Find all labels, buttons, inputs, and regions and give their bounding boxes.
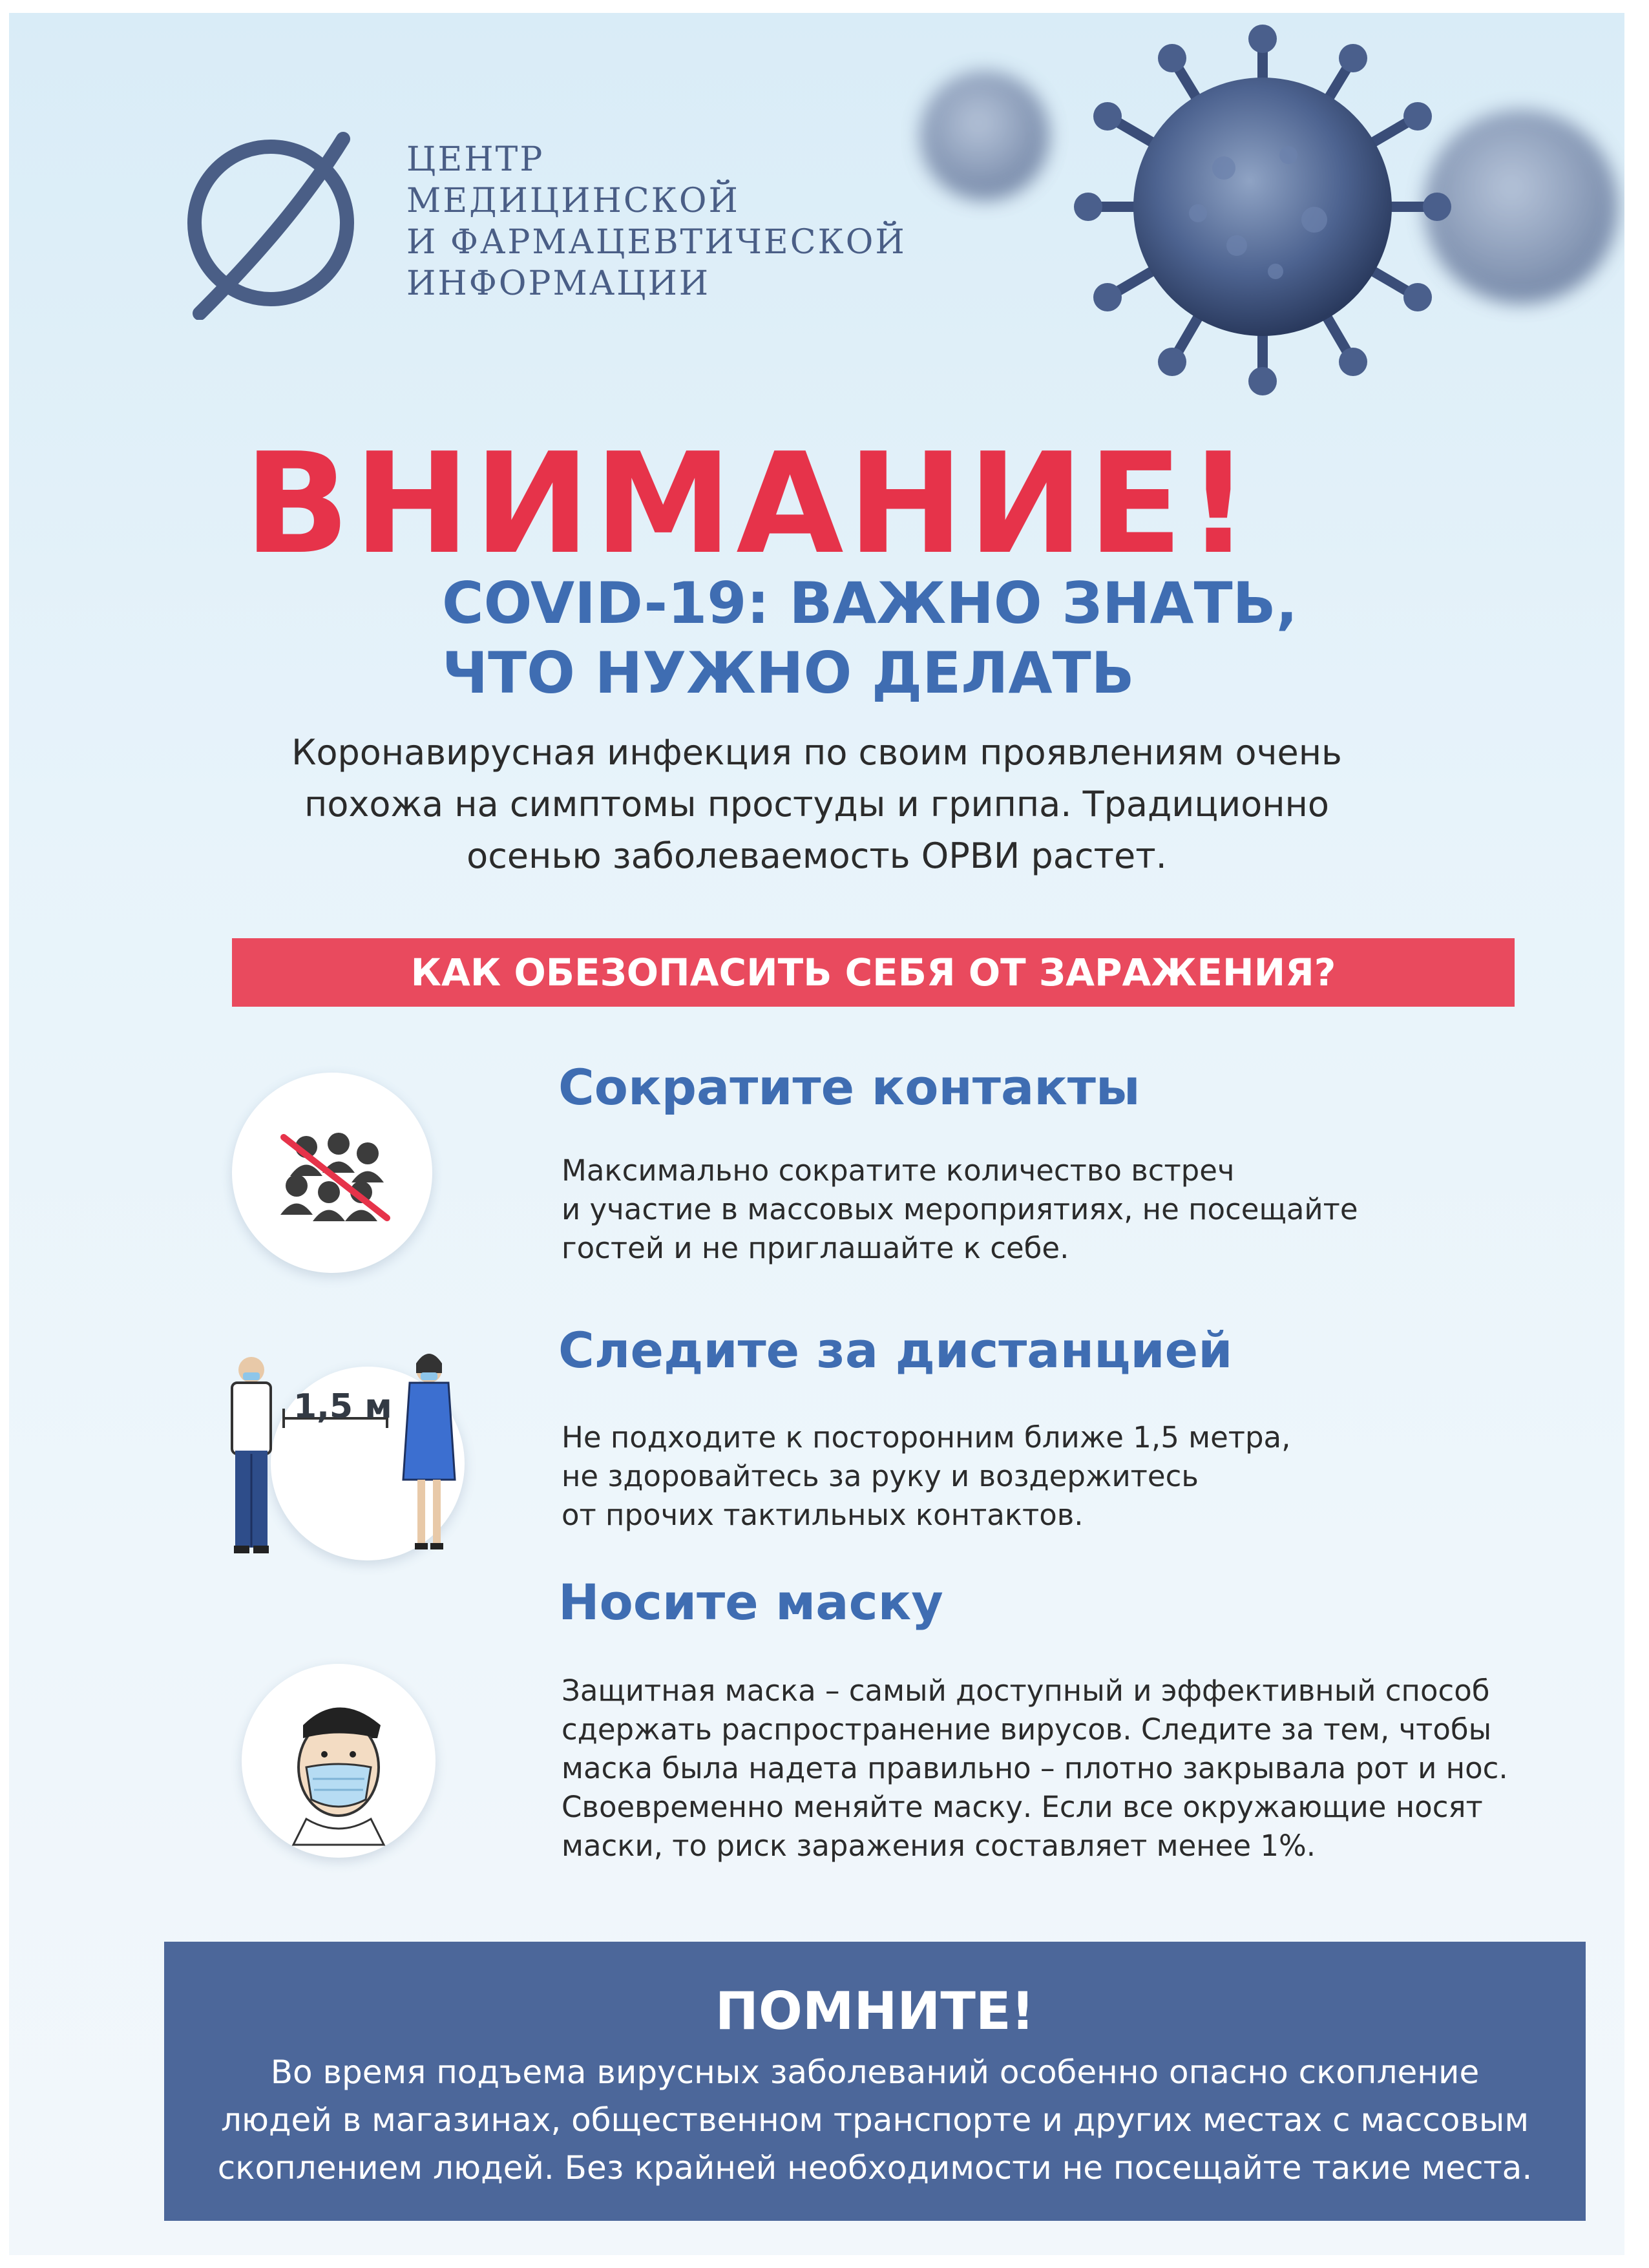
tip-line: гостей и не приглашайте к себе. <box>562 1231 1069 1265</box>
remember-title: ПОМНИТЕ! <box>715 1981 1035 2041</box>
org-name-line: ИНФОРМАЦИИ <box>406 264 711 303</box>
tip-line: от прочих тактильных контактов. <box>562 1498 1084 1532</box>
tip-line: и участие в массовых мероприятиях, не посещайте <box>562 1192 1358 1226</box>
tip-line: Максимально сократите количество встреч <box>562 1153 1235 1188</box>
mask-face-icon <box>242 1664 436 1858</box>
intro-text <box>203 727 1431 882</box>
intro-line: Коронавирусная инфекция по своим проявлениям очень <box>291 732 1342 773</box>
poster <box>9 13 1624 2255</box>
distance-label: 1,5 м <box>293 1387 392 1426</box>
subhead-line: COVID-19: ВАЖНО ЗНАТЬ, <box>442 570 1298 636</box>
tip-body-contacts <box>562 1151 1358 1268</box>
tip-line: не здоровайтесь за руку и воздержитесь <box>562 1459 1199 1493</box>
org-name-line: ЦЕНТР <box>406 140 545 179</box>
tip-line: сдержать распространение вирусов. Следите за тем, чтобы <box>562 1712 1492 1747</box>
org-name-line: МЕДИЦИНСКОЙ <box>406 182 740 220</box>
intro-line: осенью заболеваемость ОРВИ растет. <box>467 835 1167 876</box>
remember-line: людей в магазинах, общественном транспорте и других местах с массовым <box>220 2101 1529 2139</box>
logo-mark <box>174 126 368 320</box>
headline: ВНИМАНИЕ! <box>244 423 1254 585</box>
intro-line: похожа на симптомы простуды и гриппа. Традиционно <box>304 784 1329 824</box>
tip-title-contacts: Сократите контакты <box>558 1058 1140 1116</box>
tip-line: Защитная маска – самый доступный и эффективный способ <box>562 1674 1490 1708</box>
section-banner: КАК ОБЕЗОПАСИТЬ СЕБЯ ОТ ЗАРАЖЕНИЯ? <box>232 938 1515 1007</box>
tip-line: маски, то риск заражения составляет менее 1%. <box>562 1829 1316 1863</box>
distance-icon <box>222 1344 494 1590</box>
virus-illustration <box>901 13 1624 426</box>
remember-box <box>164 1942 1586 2221</box>
tip-line: маска была надета правильно – плотно закрывала рот и нос. <box>562 1751 1508 1785</box>
subhead <box>442 569 1411 708</box>
tip-line: Не подходите к посторонним ближе 1,5 метра, <box>562 1420 1291 1454</box>
tip-title-mask: Носите маску <box>558 1573 943 1631</box>
remember-body <box>164 2048 1586 2192</box>
no-crowd-icon <box>232 1073 432 1273</box>
org-name-line: И ФАРМАЦЕВТИЧЕСКОЙ <box>406 223 907 262</box>
tip-title-distance: Следите за дистанцией <box>558 1321 1233 1379</box>
remember-line: скоплением людей. Без крайней необходимости не посещайте такие места. <box>217 2149 1533 2187</box>
tip-body-distance <box>562 1418 1290 1535</box>
subhead-line: ЧТО НУЖНО ДЕЛАТЬ <box>442 640 1135 706</box>
remember-line: Во время подъема вирусных заболеваний особенно опасно скопление <box>270 2053 1480 2091</box>
tip-body-mask <box>562 1672 1508 1865</box>
tip-line: Своевременно меняйте маску. Если все окружающие носят <box>562 1790 1483 1824</box>
